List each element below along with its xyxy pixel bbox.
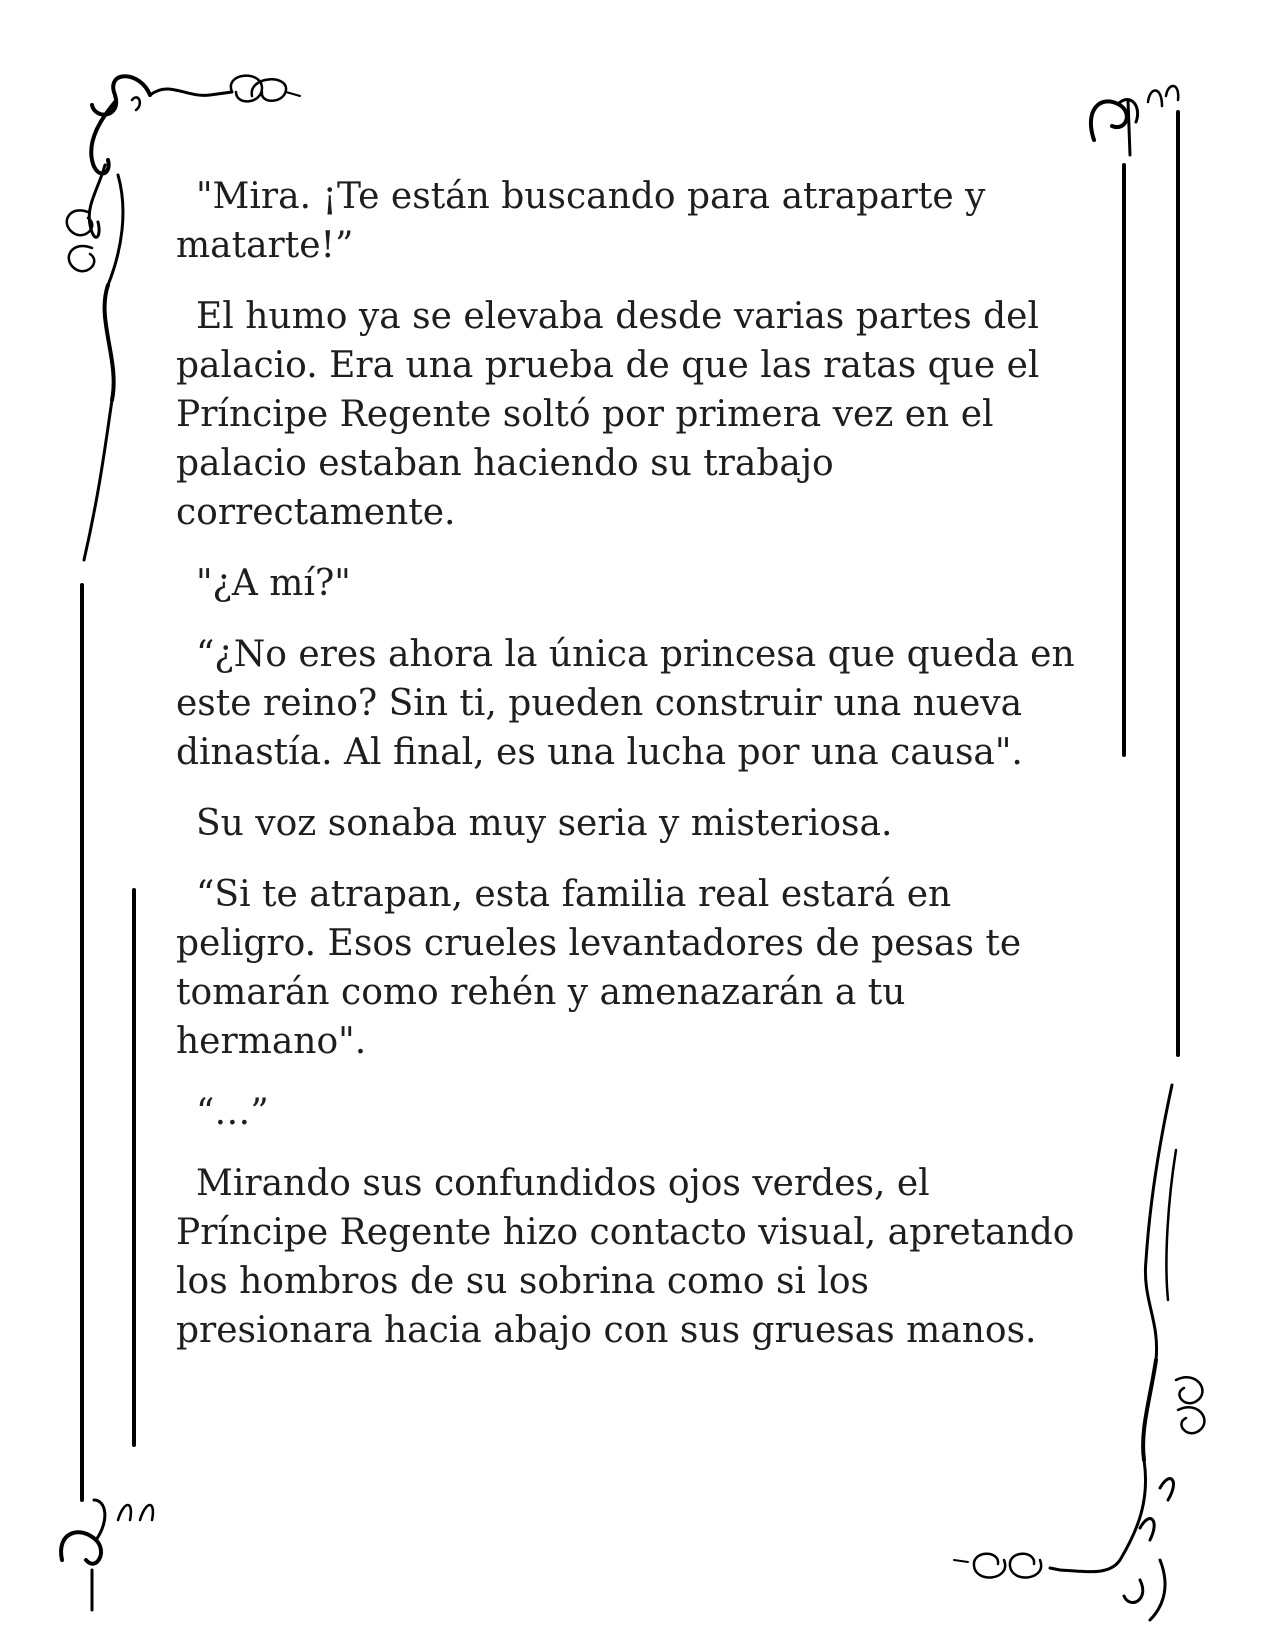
paragraph: “…” (196, 1092, 269, 1133)
paragraph: Mirando sus confundidos ojos verdes, el Príncipe Regente hizo contacto visual, apretando los hombros de su sobrina como si los presionara hacia abajo con sus gruesas manos. (176, 1163, 1075, 1351)
paragraph: "Mira. ¡Te están buscando para atraparte y matarte!” (176, 176, 986, 266)
top-right-flourish-icon (1091, 86, 1178, 155)
paragraph: "¿A mí?" (196, 563, 351, 604)
paragraph: El humo ya se elevaba desde varias partes del palacio. Era una prueba de que las ratas que el Príncipe Regente soltó por primera vez en el palacio estaban haciendo su trabajo correctamente. (176, 296, 1040, 533)
bottom-left-flourish-icon (61, 1500, 153, 1610)
paragraph: Su voz sonaba muy seria y misteriosa. (196, 803, 893, 844)
paragraph: “¿No eres ahora la única princesa que queda en este reino? Sin ti, pueden construir una nueva dinastía. Al final, es una lucha por una causa". (176, 634, 1075, 773)
chapter-text (176, 172, 1076, 1377)
paragraph: “Si te atrapan, esta familia real estará en peligro. Esos crueles levantadores de pesas te tomarán como rehén y amenazarán a tu hermano". (176, 874, 1022, 1062)
